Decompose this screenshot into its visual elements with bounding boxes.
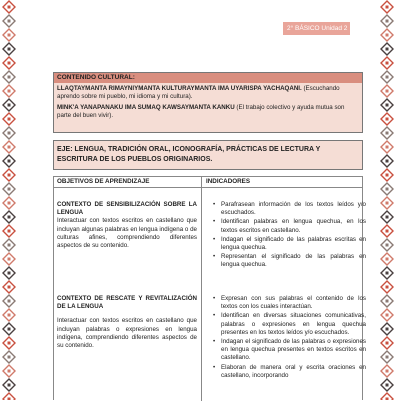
decorative-border-right <box>380 0 394 400</box>
border-motif <box>2 252 16 266</box>
border-motif <box>380 84 394 98</box>
border-motif <box>380 154 394 168</box>
border-motif <box>380 294 394 308</box>
cultural-line-1-translation: (Escuchando aprendo sobre mi pueblo, mi idioma y mi cultura). <box>57 85 340 101</box>
table-header-row <box>54 177 362 188</box>
indicator-item: • Identifican en diversas situaciones comunicativas, palabras o expresiones en lengua quechua presentes en los textos leídos y/o escuchados. <box>221 312 366 337</box>
border-motif <box>2 196 16 210</box>
indicator-item: • Expresan con sus palabras el contenido de los textos con los cuales interactúan. <box>221 295 366 311</box>
border-motif <box>380 210 394 224</box>
border-motif <box>380 238 394 252</box>
objectives-indicators-table <box>53 176 366 400</box>
indicators-rescate <box>212 295 366 381</box>
border-motif <box>380 350 394 364</box>
border-motif <box>2 42 16 56</box>
border-motif <box>2 28 16 42</box>
cultural-line-2-translation: (El trabajo colectivo y ayuda mutua son parte del buen vivir). <box>57 103 345 120</box>
cultural-content-box <box>53 72 363 133</box>
cultural-line-2-quechua: MINK'A YANAPANAKU IMA SUMAQ KAWSAYMANTA KANKU <box>57 103 235 111</box>
border-motif <box>380 280 394 294</box>
border-motif <box>2 378 16 392</box>
border-motif <box>2 308 16 322</box>
border-motif <box>2 98 16 112</box>
header-indicadores: INDICADORES <box>206 178 251 185</box>
objective-rescate-title: CONTEXTO DE RESCATE Y REVITALIZACIÓN DE LA LENGUA <box>57 295 197 311</box>
objective-sensibilizacion <box>57 201 197 250</box>
border-motif <box>380 336 394 350</box>
border-motif <box>2 224 16 238</box>
border-motif <box>380 308 394 322</box>
cultural-line-1-quechua: LLAQTAYMANTA RIMAYNIYMANTA KULTURAYMANTA IMA UYARISPA YACHAQANI. <box>57 85 302 92</box>
border-motif <box>2 280 16 294</box>
indicator-item: • Indagan el significado de las palabras escritas en lengua quechua. <box>221 236 366 252</box>
border-motif <box>380 112 394 126</box>
border-motif <box>2 266 16 280</box>
border-motif <box>380 28 394 42</box>
border-motif <box>2 56 16 70</box>
border-motif <box>2 350 16 364</box>
indicator-item: • Elaboran de manera oral y escrita oraciones en castellano, incorporando <box>221 364 366 380</box>
cultural-content-line-2 <box>57 104 359 121</box>
border-motif <box>380 0 394 14</box>
border-motif <box>380 252 394 266</box>
border-motif <box>2 140 16 154</box>
border-motif <box>2 294 16 308</box>
objective-rescate <box>57 295 197 350</box>
border-motif <box>380 322 394 336</box>
border-motif <box>380 196 394 210</box>
border-motif <box>2 70 16 84</box>
eje-heading: EJE: LENGUA, TRADICIÓN ORAL, ICONOGRAFÍA, PRÁCTICAS DE LECTURA Y ESCRITURA DE LOS PUEBLOS ORIGINARIOS. <box>53 140 363 170</box>
header-objetivos: OBJETIVOS DE APRENDIZAJE <box>57 178 150 185</box>
border-motif <box>380 182 394 196</box>
border-motif <box>380 98 394 112</box>
indicator-item: • Indagan el significado de las palabras o expresiones en lengua quechua presentes en textos escritos en castellano. <box>221 338 366 363</box>
border-motif <box>2 336 16 350</box>
border-motif <box>380 224 394 238</box>
border-motif <box>380 378 394 392</box>
border-motif <box>2 112 16 126</box>
decorative-border-left <box>2 0 16 400</box>
border-motif <box>2 154 16 168</box>
cultural-content-line-1 <box>57 85 359 102</box>
border-motif <box>2 0 16 14</box>
border-motif <box>380 392 394 400</box>
border-motif <box>2 210 16 224</box>
border-motif <box>2 322 16 336</box>
objective-sensibilizacion-text: Interactuar con textos escritos en castellano que incluyan algunas palabras en lengua indígena o de culturas afines, comprendiendo diferentes aspectos de su contenido. <box>57 217 197 250</box>
grade-unit-badge: 2° BÁSICO Unidad 2 <box>283 22 350 35</box>
border-motif <box>2 182 16 196</box>
border-motif <box>380 266 394 280</box>
border-motif <box>2 126 16 140</box>
border-motif <box>2 364 16 378</box>
border-motif <box>2 168 16 182</box>
border-motif <box>380 364 394 378</box>
border-motif <box>2 14 16 28</box>
indicator-item: • Parafrasean información de los textos leídos y/o escuchados. <box>221 201 366 217</box>
border-motif <box>380 14 394 28</box>
column-divider <box>201 177 202 401</box>
border-motif <box>380 168 394 182</box>
border-motif <box>2 238 16 252</box>
border-motif <box>380 140 394 154</box>
border-motif <box>2 84 16 98</box>
border-motif <box>380 42 394 56</box>
objective-rescate-text: Interactuar con textos escritos en castellano que incluyan palabras o expresiones en lengua indígena, comprendiendo diferentes aspectos de su contenido. <box>57 317 197 350</box>
objective-sensibilizacion-title: CONTEXTO DE SENSIBILIZACIÓN SOBRE LA LENGUA <box>57 201 197 217</box>
indicator-item: • Identifican palabras en lengua quechua, en los textos escritos en castellano. <box>221 218 366 234</box>
indicator-item: • Representan el significado de las palabras en lengua quechua. <box>221 253 366 269</box>
border-motif <box>380 126 394 140</box>
border-motif <box>380 70 394 84</box>
cultural-content-heading: CONTENIDO CULTURAL: <box>54 73 362 83</box>
border-motif <box>2 392 16 400</box>
indicators-sensibilizacion <box>212 201 366 271</box>
border-motif <box>380 56 394 70</box>
